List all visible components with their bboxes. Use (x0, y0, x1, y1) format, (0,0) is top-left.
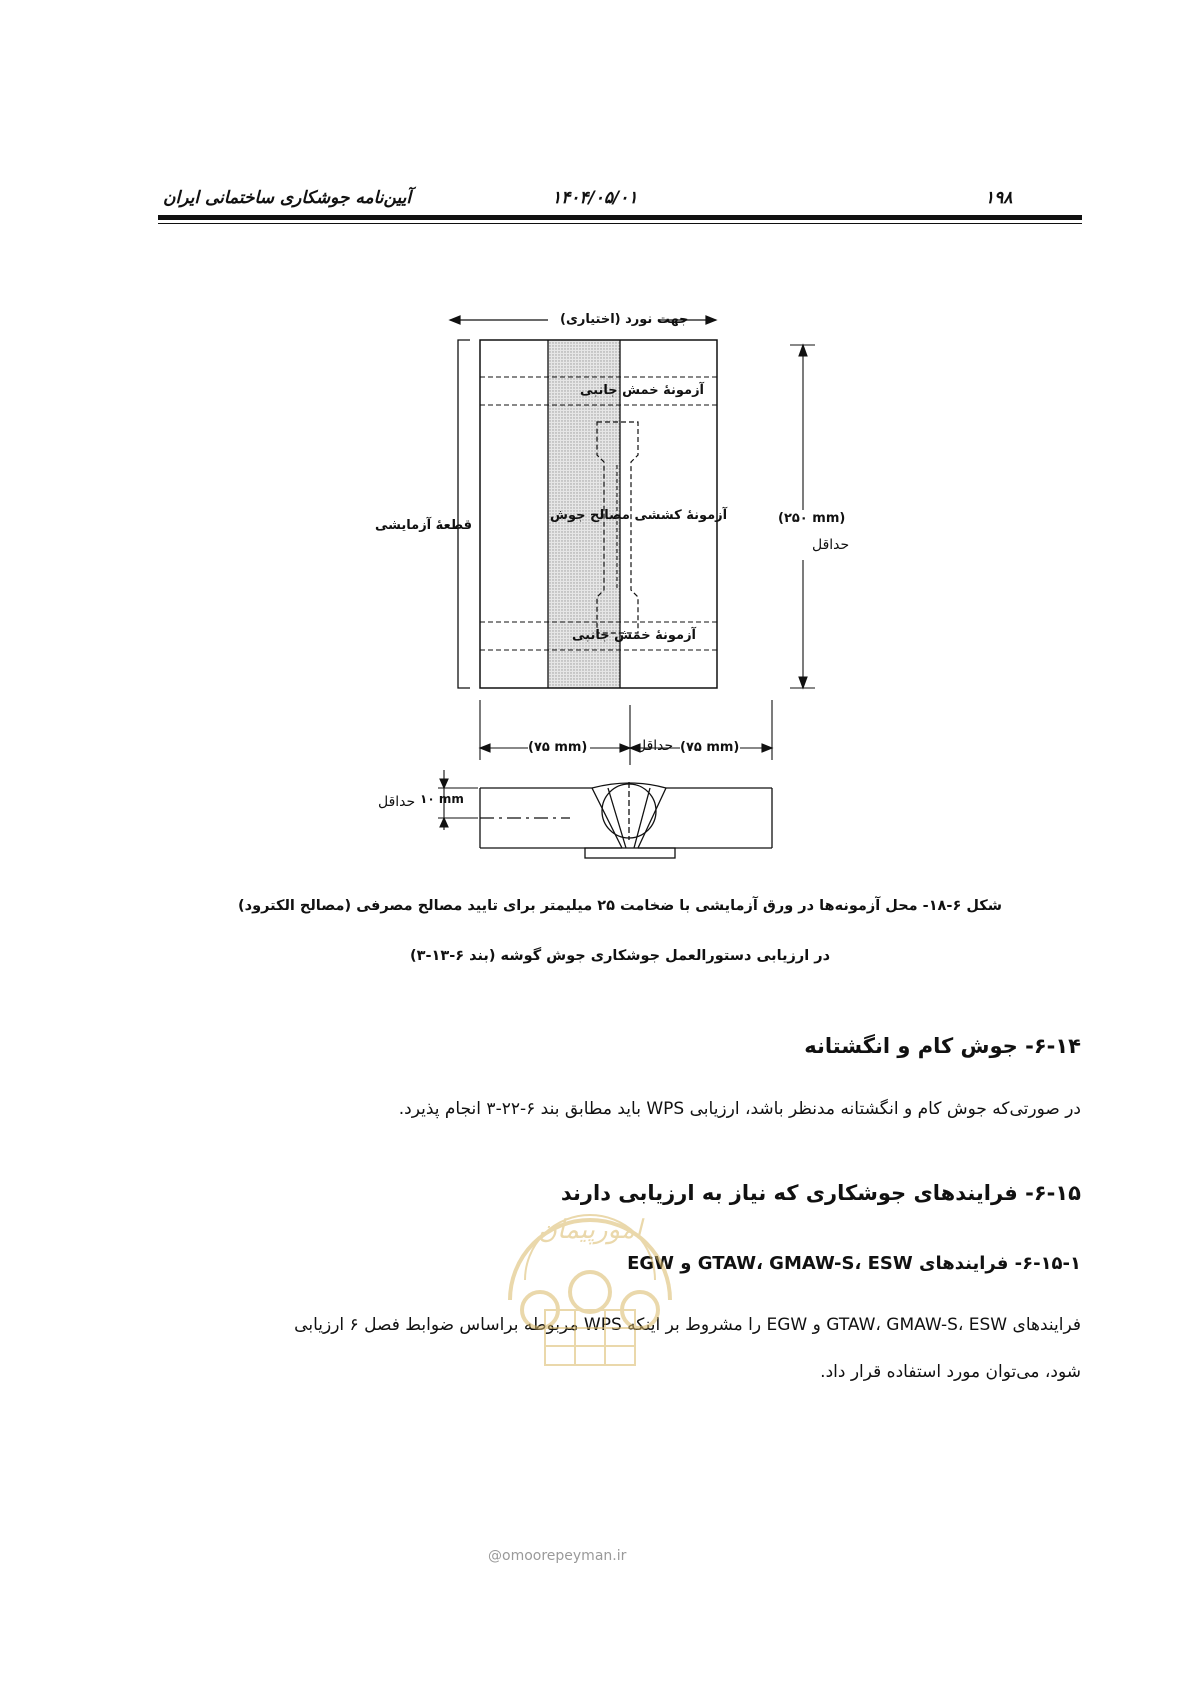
label-rolling-direction: جهت نورد (اختیاری) (560, 312, 689, 327)
label-10mm: ۱۰ mm (420, 792, 464, 806)
section-14-heading: ۶-۱۴- جوش کام و انگشتانه (804, 1034, 1081, 1058)
header-date: ۱۴۰۴/۰۵/۰۱ (552, 188, 638, 208)
label-min-left: حداقل (378, 794, 416, 810)
label-min-mid: حداقل (636, 738, 674, 754)
page-number: ۱۹۸ (985, 188, 1013, 208)
section-15-1-heading: ۶-۱۵-۱- فرایندهای GTAW، GMAW-S، ESW و EGW (627, 1253, 1081, 1274)
watermark-script: امورپیمان (537, 1215, 643, 1245)
label-min-right: حداقل (812, 537, 850, 553)
label-75mm-right: (۷۵ mm) (680, 740, 740, 755)
section-15-1-text-line1: فرایندهای GTAW، GMAW-S، ESW و EGW را مشروط بر اینکه WPS مربوطه براساس ضوابط فصل ۶ ارزیابی (294, 1315, 1081, 1335)
section-15-1-text-line2: شود، می‌توان مورد استفاده قرار داد. (820, 1362, 1081, 1382)
label-test-plate: قطعهٔ آزمایشی (375, 518, 473, 533)
section-14-text: در صورتی‌که جوش کام و انگشتانه مدنظر باشد، ارزیابی WPS باید مطابق بند ۶-۲۲-۳ انجام پذیرد. (398, 1099, 1081, 1119)
label-250mm: (۲۵۰ mm) (775, 511, 848, 526)
figure-caption-line2: در ارزیابی دستورالعمل جوشکاری جوش گوشه (بند ۶-۱۳-۳) (409, 948, 831, 964)
book-title: آیین‌نامه جوشکاری ساختمانی ایران (163, 188, 412, 208)
dimension-75 (480, 700, 772, 765)
watermark-logo (490, 1180, 690, 1380)
watermark-url: @omoorepeyman.ir (488, 1548, 627, 1564)
section-15-heading: ۶-۱۵- فرایندهای جوشکاری که نیاز به ارزیابی دارند (560, 1181, 1081, 1205)
label-tension-specimen: آزمونهٔ کششی مصالح جوش (550, 508, 728, 523)
label-75mm-left: (۷۵ mm) (528, 740, 588, 755)
figure-caption-line1: شکل ۶-۱۸- محل آزمونه‌ها در ورق آزمایشی با ضخامت ۲۵ میلیمتر برای تایید مصالح مصرفی (مصالح الکترود) (238, 898, 1002, 914)
weld-cross-section (480, 782, 772, 858)
label-side-bend-top: آزمونهٔ خمش جانبی (580, 383, 705, 398)
test-plate-bracket (458, 340, 470, 688)
label-side-bend-bottom: آزمونهٔ خمش جانبی (572, 628, 697, 643)
